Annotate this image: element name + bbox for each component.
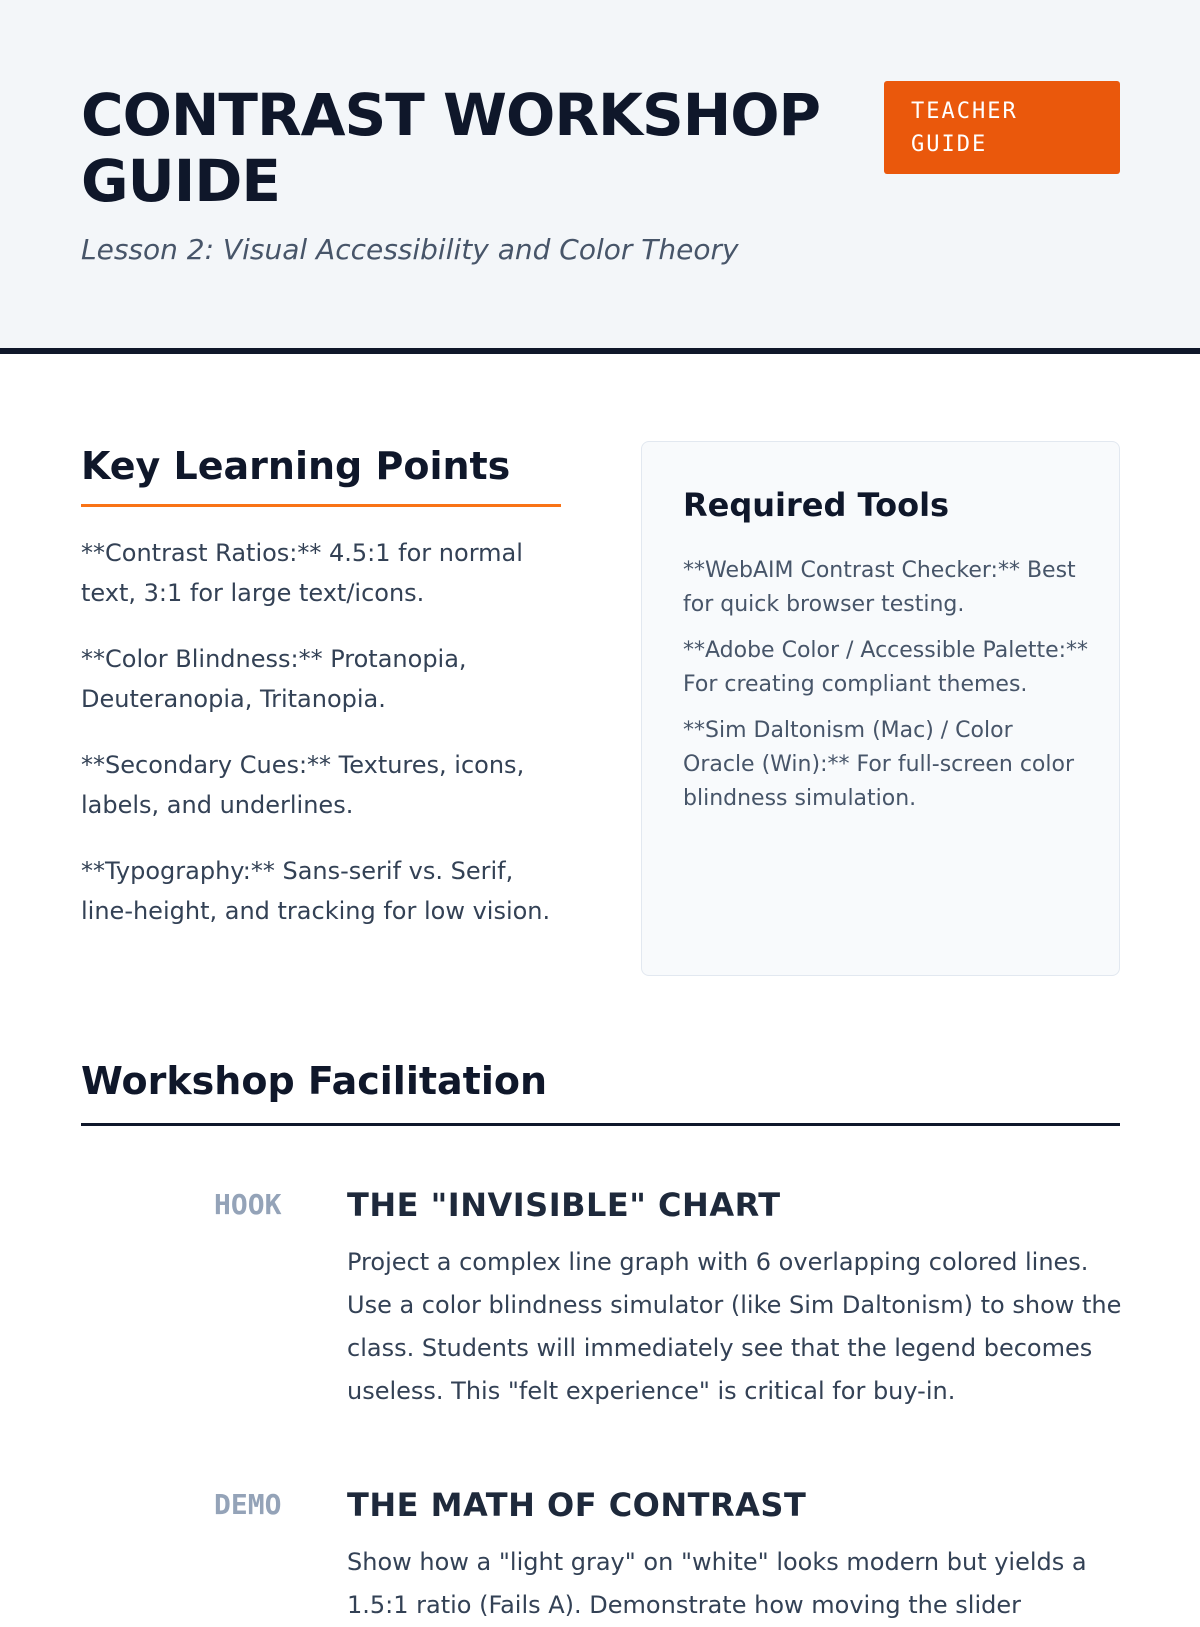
key-learning-points-section [81,440,561,957]
badge-line-2: GUIDE [911,132,988,157]
list-item: **Contrast Ratios:** 4.5:1 for normal text, 3:1 for large text/icons. [81,539,523,607]
list-item: **Typography:** Sans-serif vs. Serif, line-height, and tracking for low vision. [81,857,551,925]
page-subtitle: Lesson 2: Visual Accessibility and Color Theory [81,233,739,266]
key-learning-points-heading: Key Learning Points [81,440,561,507]
step-body: Show how a "light gray" on "white" looks modern but yields a 1.5:1 ratio (Fails A). Demonstrate how moving the slider [347,1548,1087,1619]
list-item: **Secondary Cues:** Textures, icons, labels, and underlines. [81,751,525,819]
step-title: THE "INVISIBLE" CHART [347,1186,781,1224]
key-learning-points-list [81,533,561,931]
workshop-facilitation-section [81,1055,1122,1619]
workshop-facilitation-heading: Workshop Facilitation [81,1055,1120,1126]
list-item: **Color Blindness:** Protanopia, Deuteranopia, Tritanopia. [81,645,467,713]
list-item: **Adobe Color / Accessible Palette:** For creating compliant themes. [683,638,1089,697]
required-tools-list [683,554,1089,816]
list-item: **Sim Daltonism (Mac) / Color Oracle (Win):** For full-screen color blindness simulation. [683,718,1074,811]
page-header [0,0,1200,354]
required-tools-card [641,441,1120,976]
step-body: Project a complex line graph with 6 overlapping colored lines. Use a color blindness simulator (like Sim Daltonism) to show the class. Students will immediately see that the legend becomes useless. This "felt experience" is critical for buy-in. [347,1248,1122,1405]
page-title: CONTRAST WORKSHOP GUIDE [81,81,821,215]
required-tools-heading: Required Tools [683,486,950,524]
badge-line-1: TEACHER [911,99,1018,124]
teacher-guide-badge [884,81,1120,174]
step-label: HOOK [214,1188,282,1221]
step-title: THE MATH OF CONTRAST [347,1486,807,1524]
list-item: **WebAIM Contrast Checker:** Best for quick browser testing. [683,558,1076,617]
step-label: DEMO [214,1488,282,1521]
